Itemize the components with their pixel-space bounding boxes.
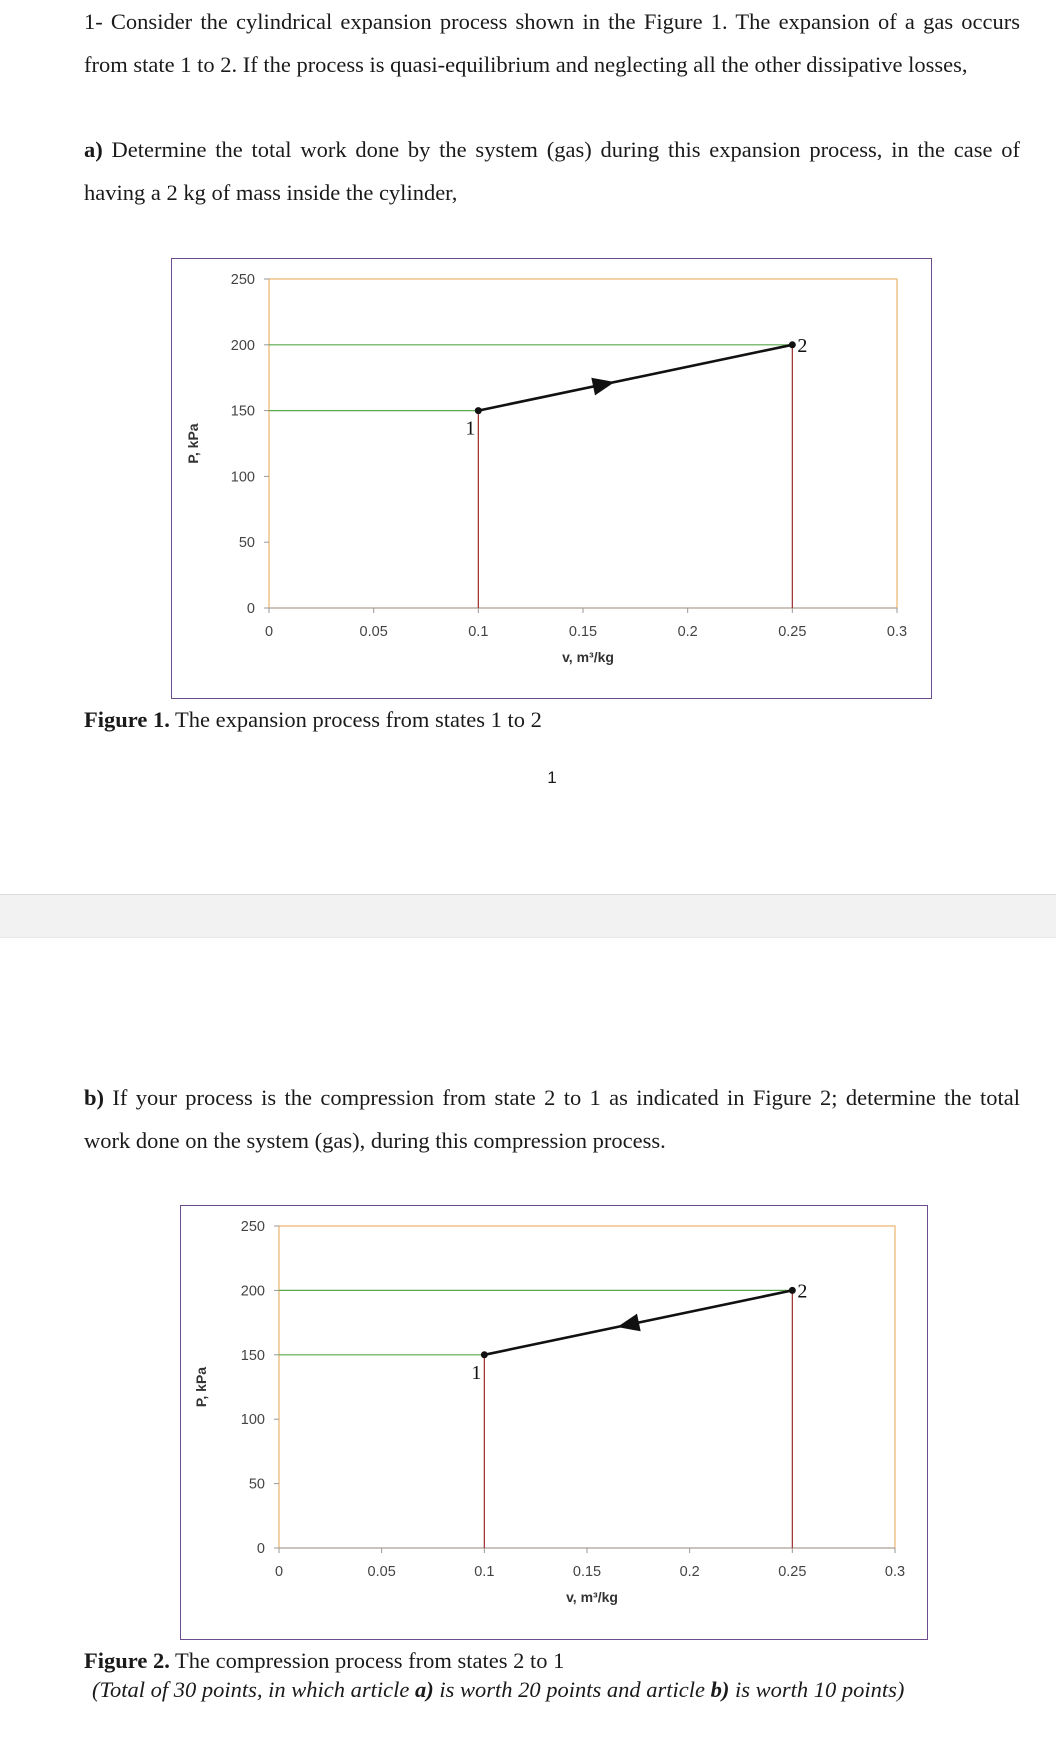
fig1-plot-area (269, 279, 897, 608)
fig2-y-axis-label: P, kPa (193, 1366, 209, 1408)
fig1-state2-label: 2 (797, 334, 808, 357)
fig1-y-tick-label: 50 (238, 535, 255, 552)
fig2-x-tick-label: 0 (274, 1564, 284, 1580)
fig2-state1-marker (481, 1351, 488, 1358)
figure-2-caption-label: Figure 2. (84, 1648, 170, 1673)
figure-1-svg (172, 259, 931, 698)
fig1-x-tick-label: 0 (264, 624, 274, 640)
part-a-text: Determine the total work done by the system (gas) during this expansion process, in the case of having a 2 kg of mass inside the cylinder, (84, 137, 1021, 205)
fig1-x-axis-label: v, m³/kg (562, 649, 614, 665)
points-note (92, 1676, 904, 1704)
fig2-x-tick-label: 0.25 (778, 1564, 807, 1580)
points-note-start: (Total of 30 points, in which article (92, 1677, 415, 1702)
fig1-y-tick-label: 250 (230, 272, 255, 288)
part-b-label: b) (84, 1085, 105, 1110)
figure-1-caption-label: Figure 1. (84, 707, 170, 732)
fig2-y-tick-label: 150 (240, 1347, 265, 1364)
fig2-x-tick-label: 0.15 (572, 1564, 602, 1580)
figure-1-caption (84, 706, 542, 734)
page-number: 1 (547, 768, 557, 787)
points-note-a-label: a) (414, 1677, 434, 1702)
figure-2-caption-text: The compression process from states 2 to 1 (175, 1648, 565, 1673)
fig2-x-tick-label: 0.3 (884, 1564, 906, 1580)
fig1-y-axis-label: P, kPa (185, 423, 201, 464)
fig2-y-tick-label: 200 (240, 1283, 265, 1300)
part-b-text: If your process is the compression from state 2 to 1 as indicated in Figure 2; determine the total work done on the system (gas), during this compression process. (84, 1085, 1020, 1153)
fig2-x-tick-label: 0.05 (367, 1564, 396, 1580)
fig2-plot-area (279, 1226, 895, 1548)
fig2-state2-marker (789, 1287, 796, 1294)
fig2-y-tick-label: 250 (240, 1219, 265, 1235)
question-intro (84, 0, 1020, 86)
fig1-state2-marker (789, 341, 796, 348)
figure-2-caption (84, 1647, 564, 1675)
question-part-b (84, 1076, 1020, 1162)
points-note-b-label: b) (710, 1677, 730, 1702)
fig2-y-tick-label: 100 (240, 1412, 265, 1429)
fig1-state1-label: 1 (465, 417, 476, 440)
fig1-x-tick-label: 0.2 (677, 624, 698, 640)
figure-1-caption-text: The expansion process from states 1 to 2 (175, 707, 542, 732)
figure-2-chart (180, 1205, 928, 1640)
fig2-direction-arrow (615, 1314, 640, 1336)
fig2-state2-label: 2 (797, 1280, 808, 1303)
fig1-x-tick-label: 0.25 (778, 624, 807, 640)
figure-1-chart (171, 258, 932, 699)
fig1-process-line (478, 345, 792, 411)
fig1-y-tick-label: 0 (246, 601, 255, 617)
page-break-gap (0, 894, 1056, 938)
fig1-direction-arrow (591, 373, 616, 395)
fig2-x-tick-label: 0.2 (679, 1564, 700, 1580)
points-note-middle: is worth 20 points and article (433, 1677, 711, 1702)
fig1-x-tick-label: 0.3 (886, 624, 908, 640)
fig2-y-tick-label: 50 (248, 1476, 265, 1493)
fig1-y-tick-label: 200 (230, 337, 255, 354)
fig2-x-axis-label: v, m³/kg (566, 1589, 618, 1605)
fig1-x-tick-label: 0.05 (359, 624, 388, 640)
fig1-y-tick-label: 150 (230, 403, 255, 420)
fig1-x-tick-label: 0.1 (468, 624, 489, 640)
figure-2-svg (181, 1206, 927, 1639)
fig1-x-tick-label: 0.15 (568, 624, 598, 640)
question-part-a (84, 128, 1020, 214)
points-note-end: is worth 10 points) (729, 1677, 905, 1702)
fig1-y-tick-label: 100 (230, 469, 255, 486)
fig2-x-tick-label: 0.1 (474, 1564, 495, 1580)
fig2-y-tick-label: 0 (256, 1541, 265, 1557)
fig1-state1-marker (475, 407, 482, 414)
part-a-label: a) (84, 137, 103, 162)
question-intro-text: 1- Consider the cylindrical expansion process shown in the Figure 1. The expansion of a gas occurs from state 1 to 2. If the process is quasi-equilibrium and neglecting all the other dissipative losses, (84, 9, 1020, 77)
fig2-state1-label: 1 (471, 1361, 482, 1384)
